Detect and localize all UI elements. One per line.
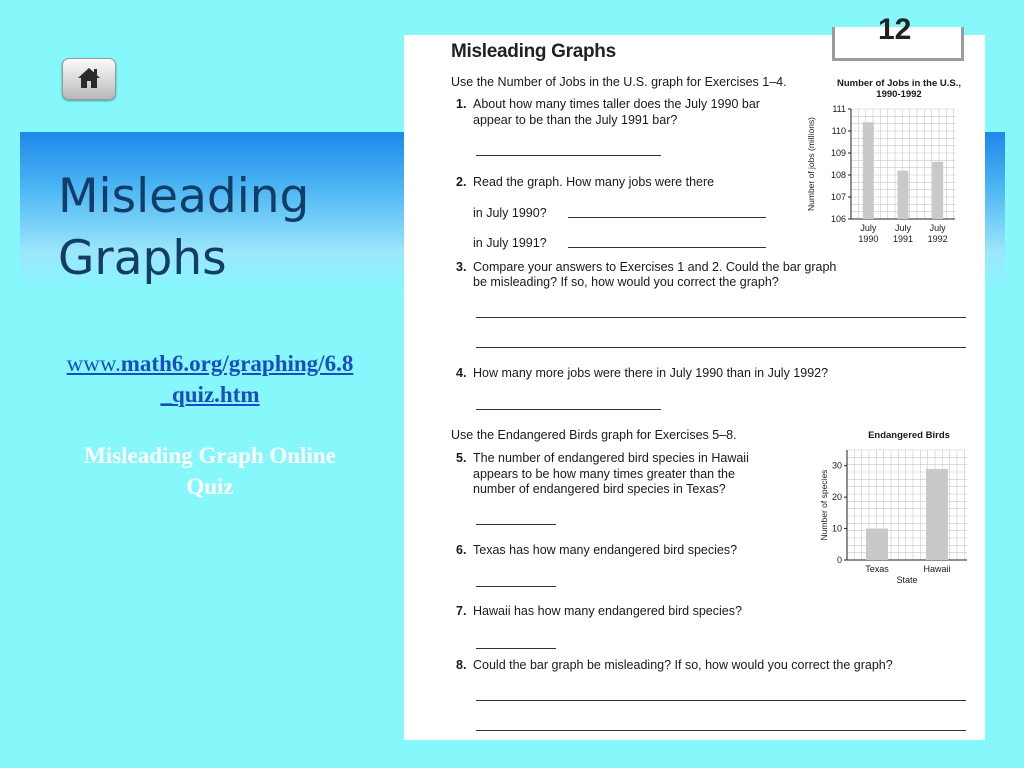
q5-text-2: appears to be how many times greater than the <box>473 467 735 481</box>
home-button[interactable] <box>62 58 116 100</box>
q5-text-3: number of endangered bird species in Texas? <box>473 482 726 496</box>
q8-answer-line-2[interactable] <box>476 730 966 731</box>
quiz-link[interactable] <box>30 348 390 410</box>
bar-july-1990 <box>863 122 874 219</box>
q4-text: How many more jobs were there in July 1990 than in July 1992? <box>473 366 829 380</box>
y-tick-label: 10 <box>831 523 842 534</box>
q2-part-a: in July 1990? <box>473 206 547 220</box>
q4-answer-line[interactable] <box>476 409 661 410</box>
slide-title <box>58 166 398 290</box>
q6-text: Texas has how many endangered bird species? <box>473 543 738 557</box>
slide-title-line2: Graphs <box>58 231 227 286</box>
x-tick-label: July <box>860 223 877 233</box>
x-tick-label: 1991 <box>892 234 914 244</box>
quiz-caption <box>30 440 390 502</box>
slide-title-line1: Misleading <box>58 169 310 224</box>
q2-text: Read the graph. How many jobs were there <box>473 175 715 189</box>
jobs-chart-title-line1: Number of Jobs in the U.S., <box>836 78 962 89</box>
q4-number: 4. <box>456 366 467 380</box>
x-tick-label: July <box>894 223 912 233</box>
q8-number: 8. <box>456 658 467 672</box>
birds-chart-title: Endangered Birds <box>868 430 950 441</box>
y-tick-label: 109 <box>830 148 846 158</box>
x-tick-label: 1992 <box>927 234 948 244</box>
y-tick-label: 111 <box>832 104 846 114</box>
y-axis-label: Number of jobs (millions) <box>806 117 816 211</box>
q3-text-2: be misleading? If so, how would you correct the graph? <box>473 275 779 289</box>
quiz-link-path: math6.org/graphing/6.8 <box>120 351 354 376</box>
jobs-bar-chart <box>802 99 972 259</box>
worksheet-image <box>404 13 985 740</box>
lesson-number: 12 <box>878 13 912 46</box>
q3-number: 3. <box>456 260 467 274</box>
quiz-link-prefix: www. <box>66 351 121 376</box>
y-tick-label: 106 <box>830 214 846 224</box>
q8-text: Could the bar graph be misleading? If so, how would you correct the graph? <box>473 658 893 672</box>
q1-answer-line[interactable] <box>476 155 661 156</box>
q6-number: 6. <box>456 543 467 557</box>
y-tick-label: 108 <box>830 170 846 180</box>
quiz-caption-line1: Misleading Graph Online <box>84 443 336 468</box>
intro-birds: Use the Endangered Birds graph for Exercises 5–8. <box>451 428 737 442</box>
lesson-number-box <box>832 13 964 61</box>
y-tick-label: 107 <box>830 192 846 202</box>
bar-july-1991 <box>898 171 909 219</box>
x-tick-label: Hawaii <box>923 564 951 574</box>
x-tick-label: July <box>929 223 946 233</box>
y-tick-label: 110 <box>831 126 846 136</box>
q3-answer-line-1[interactable] <box>476 317 966 318</box>
y-tick-label: 0 <box>836 555 842 565</box>
q5-answer-line[interactable] <box>476 524 556 525</box>
q3-text-1: Compare your answers to Exercises 1 and 2. Could the bar graph <box>473 260 837 274</box>
q5-text-1: The number of endangered bird species in Hawaii <box>473 451 749 465</box>
y-axis-label: Number of species <box>819 469 829 541</box>
y-tick-label: 20 <box>831 492 842 503</box>
q6-answer-line[interactable] <box>476 586 556 587</box>
q1-text-2: appear to be than the July 1991 bar? <box>473 113 678 127</box>
q2a-answer-line[interactable] <box>568 217 766 218</box>
x-tick-label: 1990 <box>858 234 879 244</box>
q5-number: 5. <box>456 451 467 465</box>
birds-bar-chart <box>814 447 974 592</box>
worksheet-title: Misleading Graphs <box>451 41 616 62</box>
quiz-link-path-end: _quiz.htm <box>160 382 260 407</box>
q2-part-b: in July 1991? <box>473 236 547 250</box>
quiz-caption-line2: Quiz <box>186 474 234 499</box>
bar-hawaii <box>926 469 948 560</box>
jobs-chart-title <box>829 78 969 100</box>
home-icon <box>77 67 101 89</box>
q7-answer-line[interactable] <box>476 648 556 649</box>
q3-answer-line-2[interactable] <box>476 347 966 348</box>
bar-july-1992 <box>932 162 943 219</box>
x-tick-label: Texas <box>865 564 889 574</box>
y-tick-label: 30 <box>831 460 842 471</box>
q2b-answer-line[interactable] <box>568 247 766 248</box>
q2-number: 2. <box>456 175 467 189</box>
intro-jobs: Use the Number of Jobs in the U.S. graph for Exercises 1–4. <box>451 75 787 89</box>
x-axis-label: State <box>896 575 918 585</box>
q7-number: 7. <box>456 604 467 618</box>
jobs-chart-title-line2: 1990-1992 <box>876 89 922 100</box>
q8-answer-line-1[interactable] <box>476 700 966 701</box>
q7-text: Hawaii has how many endangered bird species? <box>473 604 742 618</box>
bar-texas <box>866 529 888 560</box>
q1-text-1: About how many times taller does the July 1990 bar <box>473 97 760 111</box>
q1-number: 1. <box>456 97 467 111</box>
